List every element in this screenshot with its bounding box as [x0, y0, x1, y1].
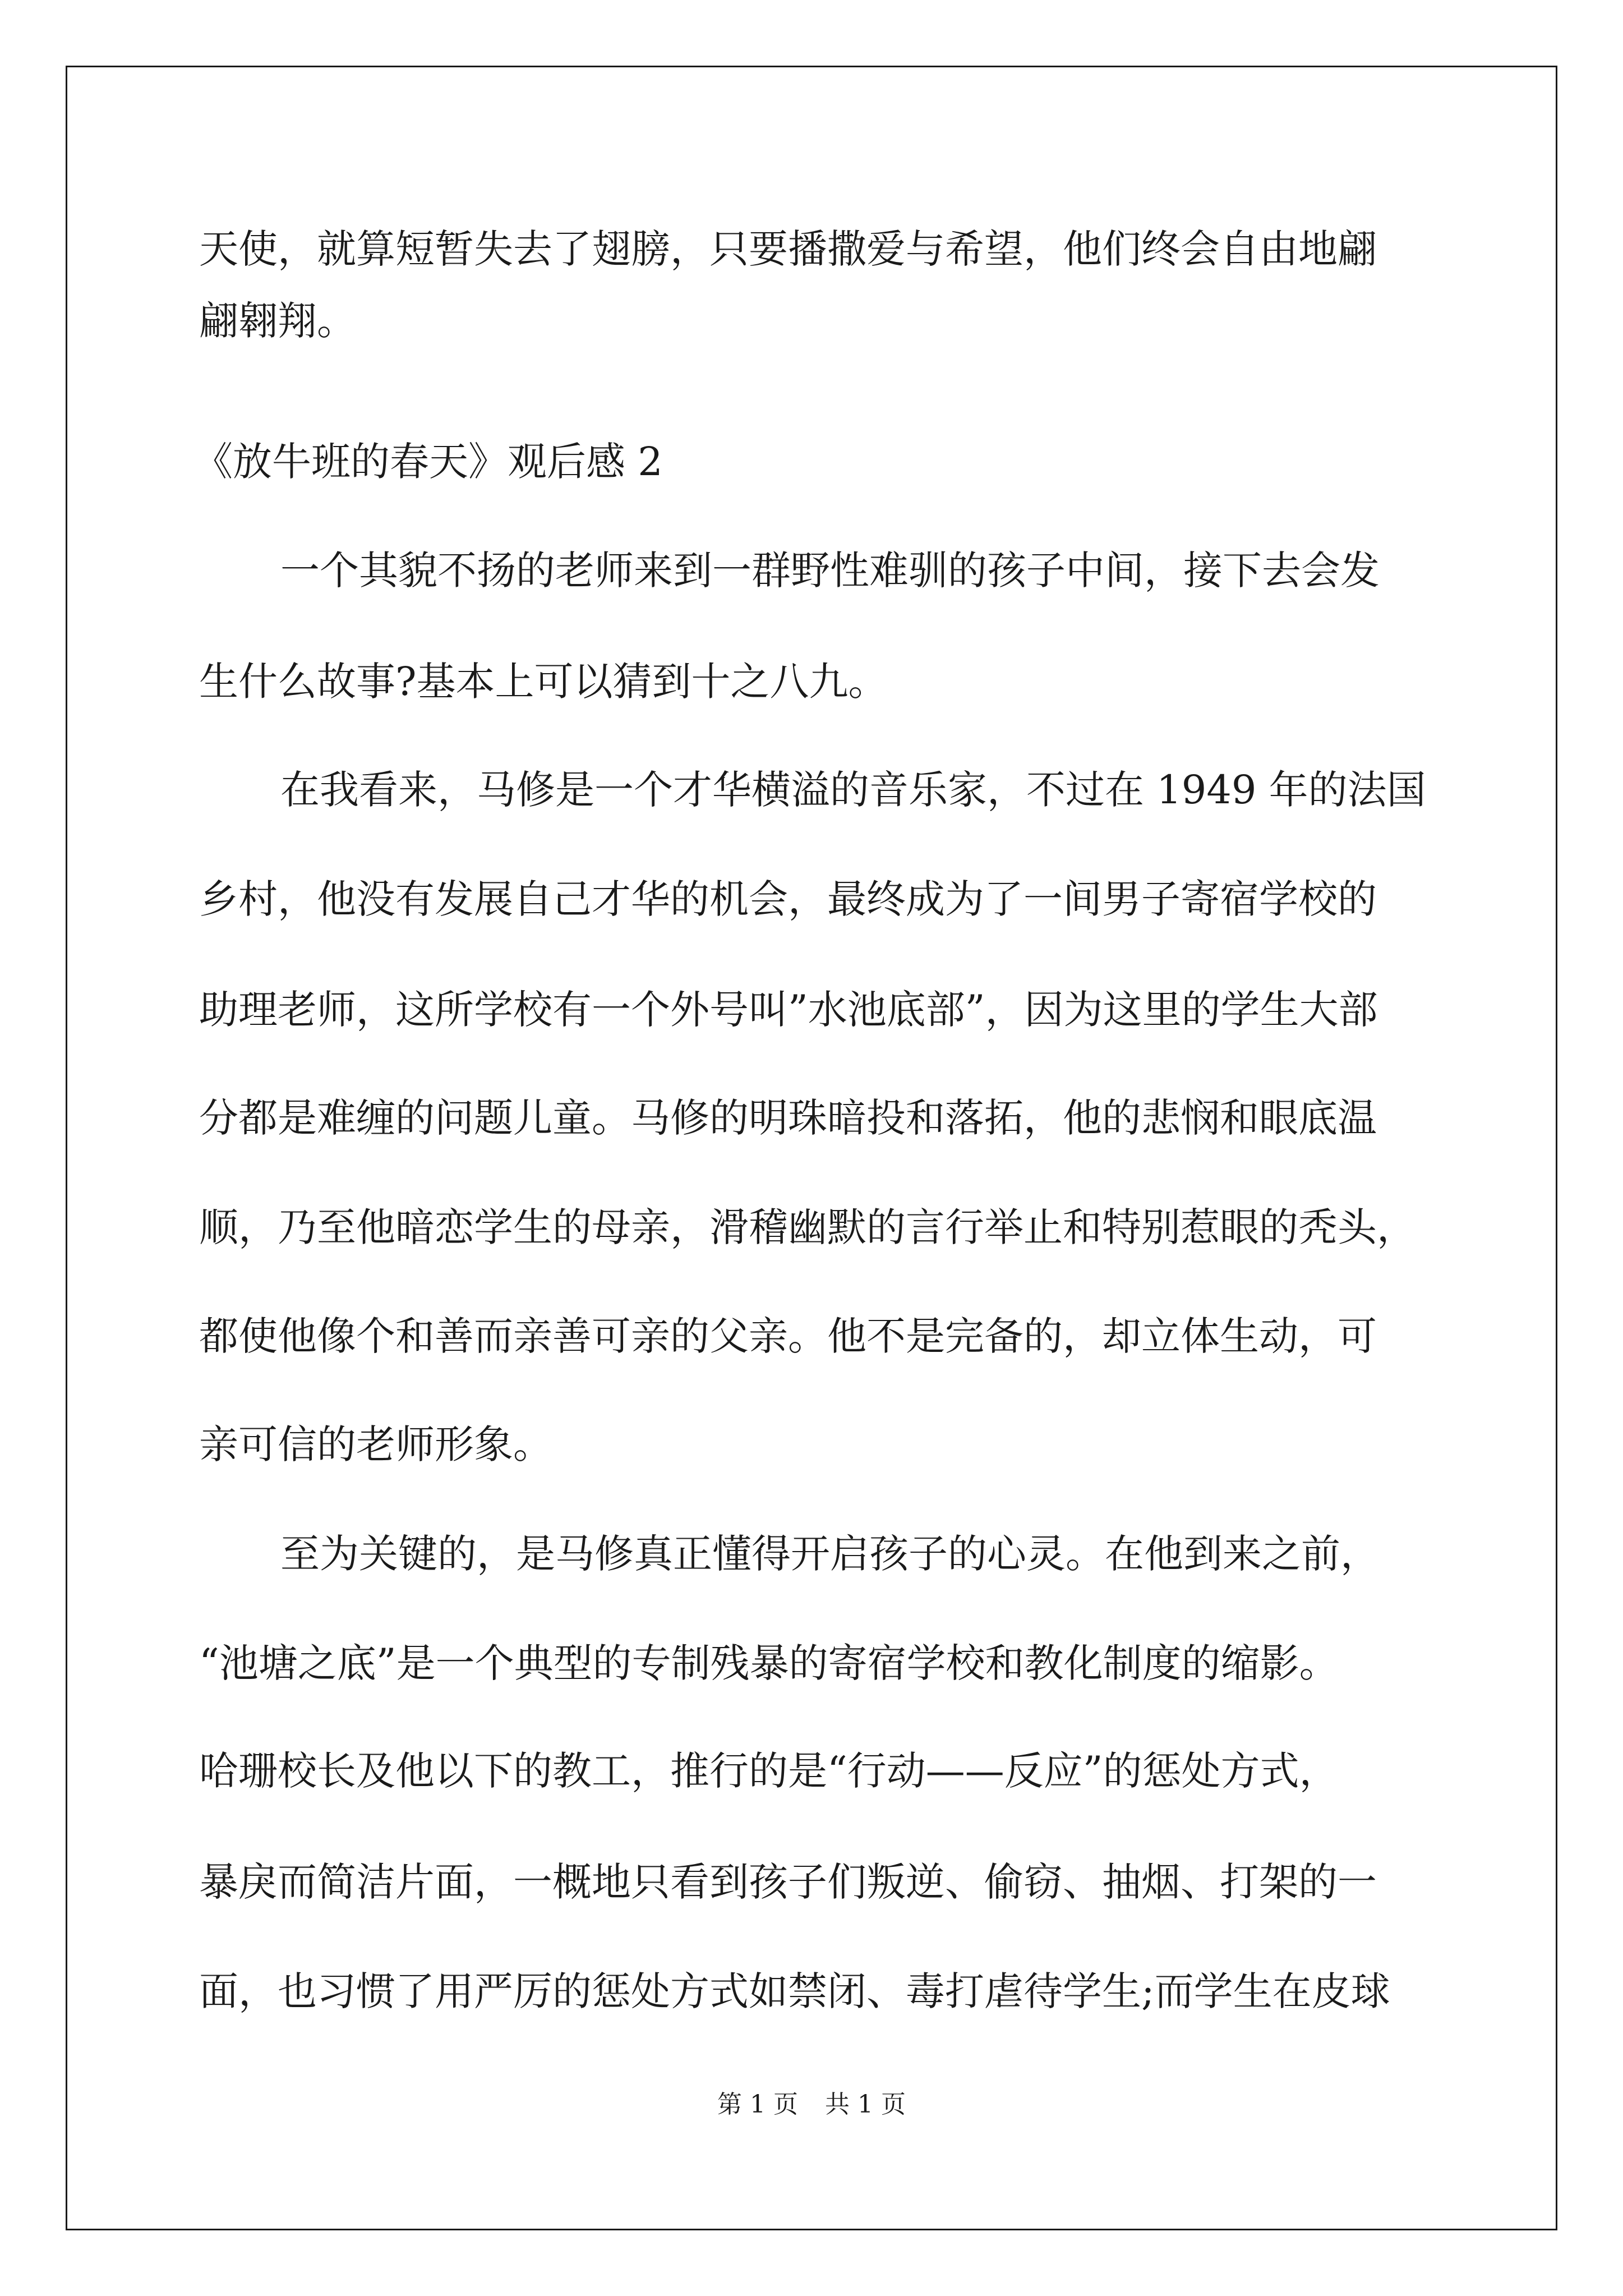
text-line: 生什么故事?基本上可以猜到十之八九。: [199, 659, 888, 705]
text-line: 亲可信的老师形象。: [199, 1421, 552, 1467]
text-line: 在我看来，马修是一个才华横溢的音乐家，不过在 1949 年的法国: [280, 767, 1426, 813]
page-footer: [0, 2092, 1623, 2117]
text-line: 助理老师，这所学校有一个外号叫”水池底部”，因为这里的学生大部: [199, 987, 1378, 1033]
text-line: 乡村，他没有发展自己才华的机会，最终成为了一间男子寄宿学校的: [199, 876, 1377, 922]
text-line: 至为关键的，是马修真正懂得开启孩子的心灵。在他到来之前，: [280, 1531, 1380, 1577]
text-line: 哈珊校长及他以下的教工，推行的是“行动——反应”的惩处方式，: [199, 1748, 1339, 1794]
page-total: 共 1 页: [825, 2090, 906, 2119]
text-line: 翩翱翔。: [199, 298, 356, 344]
text-line: 分都是难缠的问题儿童。马修的明珠暗投和落拓，他的悲悯和眼底温: [199, 1095, 1377, 1141]
page-border: [66, 66, 1557, 2230]
page-number: 第 1 页: [717, 2090, 798, 2119]
text-line: 都使他像个和善而亲善可亲的父亲。他不是完备的，却立体生动，可: [199, 1313, 1377, 1359]
text-line: 一个其貌不扬的老师来到一群野性难驯的孩子中间，接下去会发: [280, 547, 1380, 593]
text-line: “池塘之底”是一个典型的专制残暴的寄宿学校和教化制度的缩影。: [199, 1640, 1339, 1686]
section-heading: 《放牛班的春天》观后感 2: [193, 439, 663, 485]
text-line: 暴戾而简洁片面，一概地只看到孩子们叛逆、偷窃、抽烟、打架的一: [199, 1859, 1377, 1905]
text-line: 顺，乃至他暗恋学生的母亲，滑稽幽默的言行举止和特别惹眼的秃头，: [199, 1204, 1416, 1250]
text-line: 面，也习惯了用严厉的惩处方式如禁闭、毒打虐待学生;而学生在皮球: [199, 1968, 1390, 2014]
text-line: 天使，就算短暂失去了翅膀，只要播撒爱与希望，他们终会自由地翩: [199, 226, 1377, 272]
